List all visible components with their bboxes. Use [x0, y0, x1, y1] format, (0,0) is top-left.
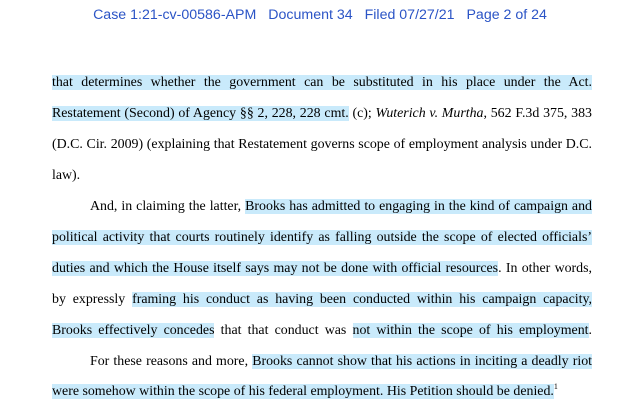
- document-number: Document 34: [268, 7, 353, 23]
- text-line: And, in claiming the latter, Brooks has admitted to engaging in the kind of campaign and: [90, 199, 592, 214]
- case-number: Case 1:21-cv-00586-APM: [93, 7, 257, 23]
- ecf-header: [0, 7, 640, 23]
- text-line: political activity that courts routinely identify as falling outside the scope of elected officials’: [52, 230, 592, 245]
- text-line: Brooks effectively concedes that that conduct was not within the scope of his employment.: [52, 323, 592, 338]
- page-number: Page 2 of 24: [466, 7, 547, 23]
- text-line: law).: [52, 168, 81, 183]
- text-line: For these reasons and more, Brooks cannot show that his actions in inciting a deadly riot: [90, 354, 592, 369]
- text-line: duties and which the House itself says may not be done with official resources. In other words,: [52, 261, 592, 276]
- text-line: Restatement (Second) of Agency §§ 2, 228, 228 cmt. (c); Wuterich v. Murtha, 562 F.3d 375, 383: [52, 106, 592, 121]
- text-line: by expressly framing his conduct as having been conducted within his campaign capacity,: [52, 292, 592, 307]
- text-line: were somehow within the scope of his federal employment. His Petition should be denied.$^1$: [52, 382, 558, 399]
- footnote-reference[interactable]: 1: [553, 382, 558, 391]
- filed-date: Filed 07/27/21: [364, 7, 455, 23]
- text-line: that determines whether the government can be substituted in his place under the Act.: [52, 75, 592, 90]
- text-line: (D.C. Cir. 2009) (explaining that Restatement governs scope of employment analysis under D.C.: [52, 137, 592, 152]
